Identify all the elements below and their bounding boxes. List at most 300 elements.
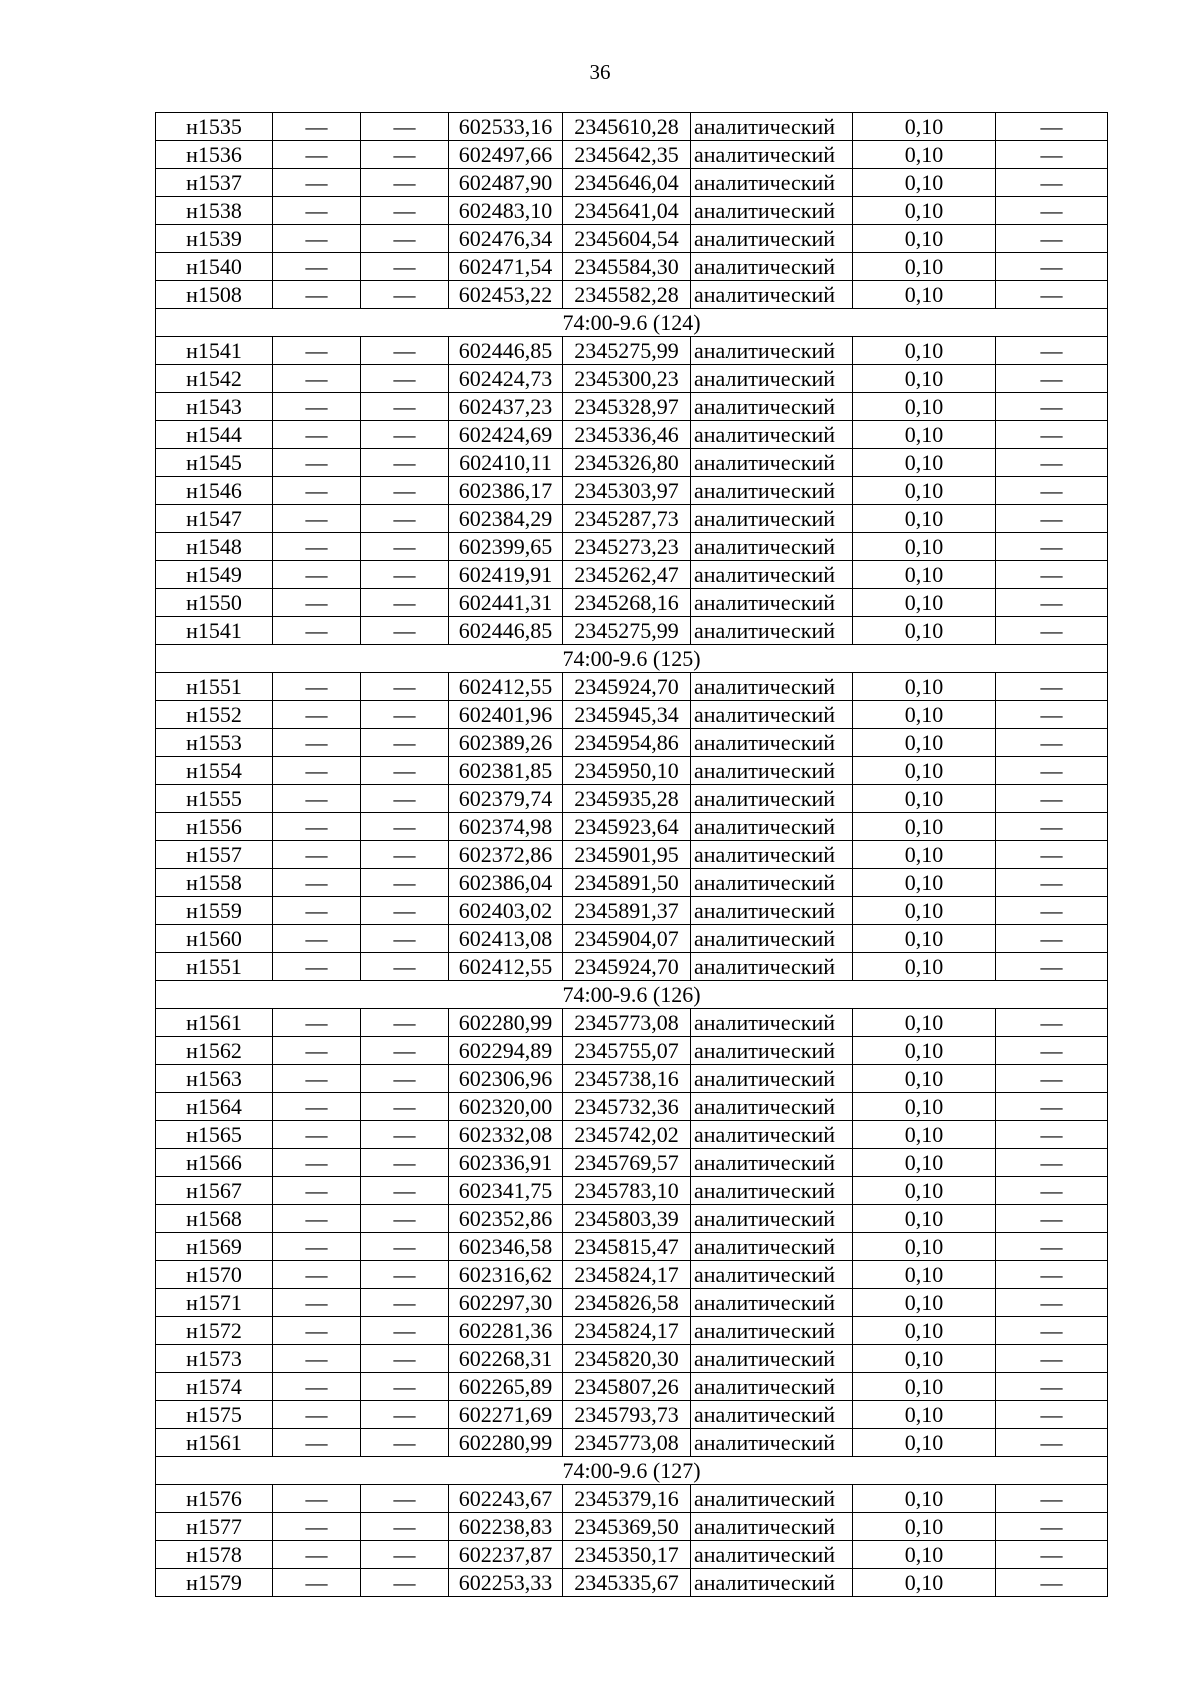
table-row — [156, 1513, 1108, 1541]
empty-cell: — — [273, 169, 361, 197]
method-cell: аналитический — [691, 729, 853, 757]
y-coordinate-cell: 2345300,23 — [563, 365, 691, 393]
accuracy-cell: 0,10 — [853, 1401, 996, 1429]
empty-cell: — — [273, 1317, 361, 1345]
empty-cell: — — [996, 1121, 1108, 1149]
x-coordinate-cell: 602441,31 — [449, 589, 563, 617]
method-cell: аналитический — [691, 169, 853, 197]
empty-cell: — — [361, 505, 449, 533]
point-id-cell: н1537 — [156, 169, 273, 197]
empty-cell: — — [361, 589, 449, 617]
accuracy-cell: 0,10 — [853, 1065, 996, 1093]
point-id-cell: н1547 — [156, 505, 273, 533]
empty-cell: — — [996, 1093, 1108, 1121]
method-cell: аналитический — [691, 141, 853, 169]
accuracy-cell: 0,10 — [853, 1149, 996, 1177]
point-id-cell: н1548 — [156, 533, 273, 561]
accuracy-cell: 0,10 — [853, 1121, 996, 1149]
accuracy-cell: 0,10 — [853, 1233, 996, 1261]
empty-cell: — — [996, 1541, 1108, 1569]
point-id-cell: н1560 — [156, 925, 273, 953]
x-coordinate-cell: 602410,11 — [449, 449, 563, 477]
empty-cell: — — [361, 421, 449, 449]
empty-cell: — — [361, 393, 449, 421]
point-id-cell: н1568 — [156, 1205, 273, 1233]
table-row — [156, 1177, 1108, 1205]
empty-cell: — — [361, 869, 449, 897]
accuracy-cell: 0,10 — [853, 1289, 996, 1317]
accuracy-cell: 0,10 — [853, 813, 996, 841]
method-cell: аналитический — [691, 1149, 853, 1177]
table-row — [156, 1037, 1108, 1065]
empty-cell: — — [361, 561, 449, 589]
empty-cell: — — [996, 449, 1108, 477]
table-row — [156, 869, 1108, 897]
method-cell: аналитический — [691, 477, 853, 505]
x-coordinate-cell: 602437,23 — [449, 393, 563, 421]
accuracy-cell: 0,10 — [853, 1429, 996, 1457]
table-row — [156, 1373, 1108, 1401]
empty-cell: — — [996, 253, 1108, 281]
empty-cell: — — [361, 1009, 449, 1037]
empty-cell: — — [361, 841, 449, 869]
table-row — [156, 953, 1108, 981]
empty-cell: — — [361, 281, 449, 309]
x-coordinate-cell: 602399,65 — [449, 533, 563, 561]
empty-cell: — — [996, 169, 1108, 197]
accuracy-cell: 0,10 — [853, 141, 996, 169]
empty-cell: — — [996, 673, 1108, 701]
section-title: 74:00-9.6 (125) — [156, 645, 1108, 673]
empty-cell: — — [996, 1429, 1108, 1457]
method-cell: аналитический — [691, 953, 853, 981]
empty-cell: — — [996, 841, 1108, 869]
empty-cell: — — [273, 785, 361, 813]
empty-cell: — — [361, 113, 449, 141]
method-cell: аналитический — [691, 841, 853, 869]
y-coordinate-cell: 2345773,08 — [563, 1429, 691, 1457]
y-coordinate-cell: 2345783,10 — [563, 1177, 691, 1205]
x-coordinate-cell: 602384,29 — [449, 505, 563, 533]
y-coordinate-cell: 2345641,04 — [563, 197, 691, 225]
table-row — [156, 925, 1108, 953]
method-cell: аналитический — [691, 1093, 853, 1121]
point-id-cell: н1538 — [156, 197, 273, 225]
empty-cell: — — [273, 281, 361, 309]
empty-cell: — — [361, 1121, 449, 1149]
table-row — [156, 477, 1108, 505]
y-coordinate-cell: 2345891,37 — [563, 897, 691, 925]
method-cell: аналитический — [691, 1009, 853, 1037]
point-id-cell: н1539 — [156, 225, 273, 253]
empty-cell: — — [996, 785, 1108, 813]
table-row — [156, 365, 1108, 393]
point-id-cell: н1535 — [156, 113, 273, 141]
y-coordinate-cell: 2345901,95 — [563, 841, 691, 869]
method-cell: аналитический — [691, 113, 853, 141]
empty-cell: — — [361, 1345, 449, 1373]
table-row — [156, 1541, 1108, 1569]
accuracy-cell: 0,10 — [853, 953, 996, 981]
x-coordinate-cell: 602424,73 — [449, 365, 563, 393]
method-cell: аналитический — [691, 1401, 853, 1429]
empty-cell: — — [273, 1429, 361, 1457]
empty-cell: — — [996, 421, 1108, 449]
empty-cell: — — [273, 589, 361, 617]
method-cell: аналитический — [691, 533, 853, 561]
x-coordinate-cell: 602281,36 — [449, 1317, 563, 1345]
x-coordinate-cell: 602424,69 — [449, 421, 563, 449]
empty-cell: — — [273, 1093, 361, 1121]
accuracy-cell: 0,10 — [853, 1009, 996, 1037]
table-row — [156, 897, 1108, 925]
method-cell: аналитический — [691, 393, 853, 421]
x-coordinate-cell: 602243,67 — [449, 1485, 563, 1513]
y-coordinate-cell: 2345954,86 — [563, 729, 691, 757]
y-coordinate-cell: 2345732,36 — [563, 1093, 691, 1121]
method-cell: аналитический — [691, 1541, 853, 1569]
empty-cell: — — [361, 813, 449, 841]
empty-cell: — — [273, 1177, 361, 1205]
table-row — [156, 1149, 1108, 1177]
table-row — [156, 1205, 1108, 1233]
empty-cell: — — [996, 225, 1108, 253]
table-row — [156, 813, 1108, 841]
point-id-cell: н1545 — [156, 449, 273, 477]
table-row — [156, 533, 1108, 561]
accuracy-cell: 0,10 — [853, 1373, 996, 1401]
point-id-cell: н1551 — [156, 673, 273, 701]
y-coordinate-cell: 2345287,73 — [563, 505, 691, 533]
x-coordinate-cell: 602238,83 — [449, 1513, 563, 1541]
point-id-cell: н1541 — [156, 617, 273, 645]
empty-cell: — — [273, 1289, 361, 1317]
point-id-cell: н1563 — [156, 1065, 273, 1093]
empty-cell: — — [273, 365, 361, 393]
method-cell: аналитический — [691, 337, 853, 365]
y-coordinate-cell: 2345584,30 — [563, 253, 691, 281]
table-row — [156, 421, 1108, 449]
point-id-cell: н1550 — [156, 589, 273, 617]
empty-cell: — — [361, 449, 449, 477]
empty-cell: — — [996, 1485, 1108, 1513]
section-header-row — [156, 1457, 1108, 1485]
empty-cell: — — [996, 617, 1108, 645]
accuracy-cell: 0,10 — [853, 1569, 996, 1597]
table-row — [156, 393, 1108, 421]
point-id-cell: н1544 — [156, 421, 273, 449]
x-coordinate-cell: 602403,02 — [449, 897, 563, 925]
point-id-cell: н1541 — [156, 337, 273, 365]
empty-cell: — — [996, 1345, 1108, 1373]
point-id-cell: н1573 — [156, 1345, 273, 1373]
accuracy-cell: 0,10 — [853, 477, 996, 505]
table-row — [156, 561, 1108, 589]
method-cell: аналитический — [691, 785, 853, 813]
empty-cell: — — [996, 337, 1108, 365]
x-coordinate-cell: 602412,55 — [449, 673, 563, 701]
x-coordinate-cell: 602372,86 — [449, 841, 563, 869]
empty-cell: — — [273, 673, 361, 701]
empty-cell: — — [996, 1513, 1108, 1541]
accuracy-cell: 0,10 — [853, 169, 996, 197]
empty-cell: — — [273, 1569, 361, 1597]
x-coordinate-cell: 602386,17 — [449, 477, 563, 505]
empty-cell: — — [996, 281, 1108, 309]
point-id-cell: н1561 — [156, 1009, 273, 1037]
method-cell: аналитический — [691, 1569, 853, 1597]
method-cell: аналитический — [691, 1513, 853, 1541]
accuracy-cell: 0,10 — [853, 197, 996, 225]
method-cell: аналитический — [691, 813, 853, 841]
empty-cell: — — [996, 1009, 1108, 1037]
empty-cell: — — [273, 813, 361, 841]
y-coordinate-cell: 2345610,28 — [563, 113, 691, 141]
empty-cell: — — [273, 225, 361, 253]
point-id-cell: н1564 — [156, 1093, 273, 1121]
method-cell: аналитический — [691, 1429, 853, 1457]
empty-cell: — — [361, 1177, 449, 1205]
point-id-cell: н1569 — [156, 1233, 273, 1261]
empty-cell: — — [996, 1401, 1108, 1429]
accuracy-cell: 0,10 — [853, 1317, 996, 1345]
empty-cell: — — [273, 533, 361, 561]
point-id-cell: н1574 — [156, 1373, 273, 1401]
empty-cell: — — [996, 141, 1108, 169]
point-id-cell: н1566 — [156, 1149, 273, 1177]
empty-cell: — — [996, 953, 1108, 981]
empty-cell: — — [996, 729, 1108, 757]
empty-cell: — — [996, 533, 1108, 561]
empty-cell: — — [361, 729, 449, 757]
empty-cell: — — [996, 757, 1108, 785]
empty-cell: — — [361, 701, 449, 729]
empty-cell: — — [273, 477, 361, 505]
y-coordinate-cell: 2345891,50 — [563, 869, 691, 897]
method-cell: аналитический — [691, 1205, 853, 1233]
table-row — [156, 337, 1108, 365]
accuracy-cell: 0,10 — [853, 505, 996, 533]
empty-cell: — — [996, 365, 1108, 393]
x-coordinate-cell: 602533,16 — [449, 113, 563, 141]
table-row — [156, 1121, 1108, 1149]
table-row — [156, 841, 1108, 869]
point-id-cell: н1542 — [156, 365, 273, 393]
method-cell: аналитический — [691, 561, 853, 589]
method-cell: аналитический — [691, 589, 853, 617]
method-cell: аналитический — [691, 1261, 853, 1289]
section-header-row — [156, 645, 1108, 673]
empty-cell: — — [273, 1009, 361, 1037]
empty-cell: — — [996, 1317, 1108, 1345]
y-coordinate-cell: 2345755,07 — [563, 1037, 691, 1065]
y-coordinate-cell: 2345379,16 — [563, 1485, 691, 1513]
method-cell: аналитический — [691, 1121, 853, 1149]
empty-cell: — — [361, 1317, 449, 1345]
table-row — [156, 1345, 1108, 1373]
x-coordinate-cell: 602386,04 — [449, 869, 563, 897]
empty-cell: — — [996, 1289, 1108, 1317]
accuracy-cell: 0,10 — [853, 449, 996, 477]
table-row — [156, 1065, 1108, 1093]
empty-cell: — — [361, 897, 449, 925]
empty-cell: — — [273, 701, 361, 729]
empty-cell: — — [361, 225, 449, 253]
method-cell: аналитический — [691, 505, 853, 533]
point-id-cell: н1543 — [156, 393, 273, 421]
y-coordinate-cell: 2345826,58 — [563, 1289, 691, 1317]
point-id-cell: н1562 — [156, 1037, 273, 1065]
empty-cell: — — [996, 1205, 1108, 1233]
x-coordinate-cell: 602471,54 — [449, 253, 563, 281]
accuracy-cell: 0,10 — [853, 1345, 996, 1373]
point-id-cell: н1567 — [156, 1177, 273, 1205]
empty-cell: — — [273, 1121, 361, 1149]
accuracy-cell: 0,10 — [853, 1037, 996, 1065]
x-coordinate-cell: 602419,91 — [449, 561, 563, 589]
empty-cell: — — [996, 197, 1108, 225]
y-coordinate-cell: 2345642,35 — [563, 141, 691, 169]
empty-cell: — — [996, 1373, 1108, 1401]
empty-cell: — — [361, 673, 449, 701]
point-id-cell: н1549 — [156, 561, 273, 589]
method-cell: аналитический — [691, 1373, 853, 1401]
y-coordinate-cell: 2345326,80 — [563, 449, 691, 477]
point-id-cell: н1576 — [156, 1485, 273, 1513]
y-coordinate-cell: 2345335,67 — [563, 1569, 691, 1597]
empty-cell: — — [996, 1149, 1108, 1177]
x-coordinate-cell: 602413,08 — [449, 925, 563, 953]
method-cell: аналитический — [691, 1485, 853, 1513]
y-coordinate-cell: 2345275,99 — [563, 617, 691, 645]
table-row — [156, 141, 1108, 169]
empty-cell: — — [361, 1261, 449, 1289]
method-cell: аналитический — [691, 897, 853, 925]
x-coordinate-cell: 602352,86 — [449, 1205, 563, 1233]
x-coordinate-cell: 602497,66 — [449, 141, 563, 169]
empty-cell: — — [273, 841, 361, 869]
section-header-row — [156, 981, 1108, 1009]
method-cell: аналитический — [691, 925, 853, 953]
method-cell: аналитический — [691, 1177, 853, 1205]
y-coordinate-cell: 2345935,28 — [563, 785, 691, 813]
empty-cell: — — [361, 617, 449, 645]
y-coordinate-cell: 2345742,02 — [563, 1121, 691, 1149]
x-coordinate-cell: 602446,85 — [449, 337, 563, 365]
empty-cell: — — [273, 1513, 361, 1541]
table-row — [156, 253, 1108, 281]
empty-cell: — — [996, 869, 1108, 897]
point-id-cell: н1551 — [156, 953, 273, 981]
empty-cell: — — [996, 925, 1108, 953]
y-coordinate-cell: 2345303,97 — [563, 477, 691, 505]
empty-cell: — — [273, 421, 361, 449]
empty-cell: — — [361, 1205, 449, 1233]
table-row — [156, 1093, 1108, 1121]
y-coordinate-cell: 2345807,26 — [563, 1373, 691, 1401]
empty-cell: — — [361, 1401, 449, 1429]
section-title: 74:00-9.6 (127) — [156, 1457, 1108, 1485]
table-row — [156, 673, 1108, 701]
method-cell: аналитический — [691, 701, 853, 729]
table-row — [156, 1009, 1108, 1037]
accuracy-cell: 0,10 — [853, 1541, 996, 1569]
table-row — [156, 505, 1108, 533]
y-coordinate-cell: 2345773,08 — [563, 1009, 691, 1037]
y-coordinate-cell: 2345328,97 — [563, 393, 691, 421]
coordinates-table — [155, 112, 1108, 1597]
empty-cell: — — [361, 1429, 449, 1457]
x-coordinate-cell: 602374,98 — [449, 813, 563, 841]
empty-cell: — — [273, 1065, 361, 1093]
empty-cell: — — [996, 393, 1108, 421]
empty-cell: — — [996, 1233, 1108, 1261]
x-coordinate-cell: 602320,00 — [449, 1093, 563, 1121]
empty-cell: — — [361, 1065, 449, 1093]
table-row — [156, 1261, 1108, 1289]
accuracy-cell: 0,10 — [853, 701, 996, 729]
empty-cell: — — [273, 757, 361, 785]
x-coordinate-cell: 602336,91 — [449, 1149, 563, 1177]
accuracy-cell: 0,10 — [853, 589, 996, 617]
method-cell: аналитический — [691, 253, 853, 281]
point-id-cell: н1554 — [156, 757, 273, 785]
x-coordinate-cell: 602265,89 — [449, 1373, 563, 1401]
method-cell: аналитический — [691, 1233, 853, 1261]
point-id-cell: н1561 — [156, 1429, 273, 1457]
empty-cell: — — [361, 1093, 449, 1121]
table-row — [156, 225, 1108, 253]
empty-cell: — — [273, 141, 361, 169]
empty-cell: — — [361, 1037, 449, 1065]
empty-cell: — — [361, 925, 449, 953]
empty-cell: — — [273, 1233, 361, 1261]
accuracy-cell: 0,10 — [853, 869, 996, 897]
table-row — [156, 1401, 1108, 1429]
empty-cell: — — [996, 813, 1108, 841]
y-coordinate-cell: 2345820,30 — [563, 1345, 691, 1373]
y-coordinate-cell: 2345336,46 — [563, 421, 691, 449]
x-coordinate-cell: 602294,89 — [449, 1037, 563, 1065]
empty-cell: — — [361, 757, 449, 785]
table-row — [156, 1289, 1108, 1317]
table-row — [156, 617, 1108, 645]
empty-cell: — — [273, 197, 361, 225]
empty-cell: — — [996, 897, 1108, 925]
x-coordinate-cell: 602332,08 — [449, 1121, 563, 1149]
x-coordinate-cell: 602453,22 — [449, 281, 563, 309]
section-header-row — [156, 309, 1108, 337]
empty-cell: — — [996, 701, 1108, 729]
empty-cell: — — [996, 1177, 1108, 1205]
accuracy-cell: 0,10 — [853, 533, 996, 561]
empty-cell: — — [273, 1373, 361, 1401]
accuracy-cell: 0,10 — [853, 253, 996, 281]
y-coordinate-cell: 2345262,47 — [563, 561, 691, 589]
accuracy-cell: 0,10 — [853, 1513, 996, 1541]
y-coordinate-cell: 2345924,70 — [563, 673, 691, 701]
empty-cell: — — [996, 561, 1108, 589]
empty-cell: — — [273, 1037, 361, 1065]
empty-cell: — — [273, 729, 361, 757]
y-coordinate-cell: 2345924,70 — [563, 953, 691, 981]
empty-cell: — — [273, 617, 361, 645]
accuracy-cell: 0,10 — [853, 729, 996, 757]
page-number: 36 — [589, 60, 611, 84]
empty-cell: — — [361, 1541, 449, 1569]
empty-cell: — — [273, 113, 361, 141]
y-coordinate-cell: 2345275,99 — [563, 337, 691, 365]
